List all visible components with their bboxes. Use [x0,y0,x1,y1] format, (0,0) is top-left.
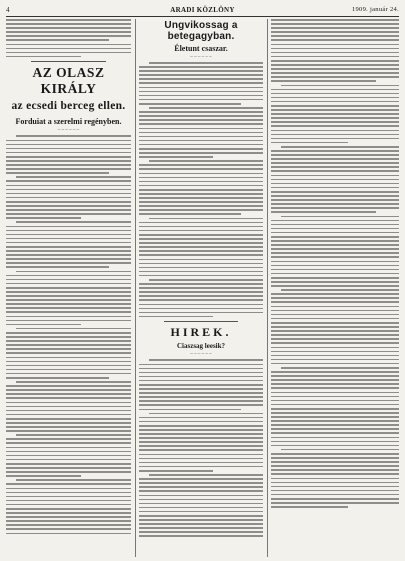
hirek-headline: HIREK. [170,325,232,340]
page-header [6,4,399,15]
subheadline: Forduiat a szerelmi regényben. [15,117,122,127]
article-body [6,135,131,534]
separator [164,321,238,322]
article-body [271,19,399,508]
dateline: – – – – – – [57,128,80,134]
page-number: 4 [6,5,10,14]
column-divider [135,19,136,557]
article-body [139,62,263,317]
column-divider [267,19,268,557]
paper-title: ARADI KÖZLÖNY [170,5,235,14]
issue-date: 1909. január 24. [351,6,399,13]
column-left [6,19,131,557]
article-body [139,359,263,537]
headline-ecsedi: az ecsedi berceg ellen. [11,100,126,113]
header-rule [6,16,399,17]
main-headline: Ungvikossag a betegagyban. [164,20,238,42]
dateline: – – – – – – [190,352,212,358]
headline-olasz-kiraly: AZ OLASZ KIRÁLY [32,65,105,97]
column-right [271,19,399,557]
subheadline: Életunt csaszar. [174,44,228,53]
body-text-block [6,19,131,57]
dateline: – – – – – – [190,55,212,60]
subheadline: Ciaszsag leesik? [176,342,226,351]
column-middle [139,19,263,557]
separator [31,61,106,62]
